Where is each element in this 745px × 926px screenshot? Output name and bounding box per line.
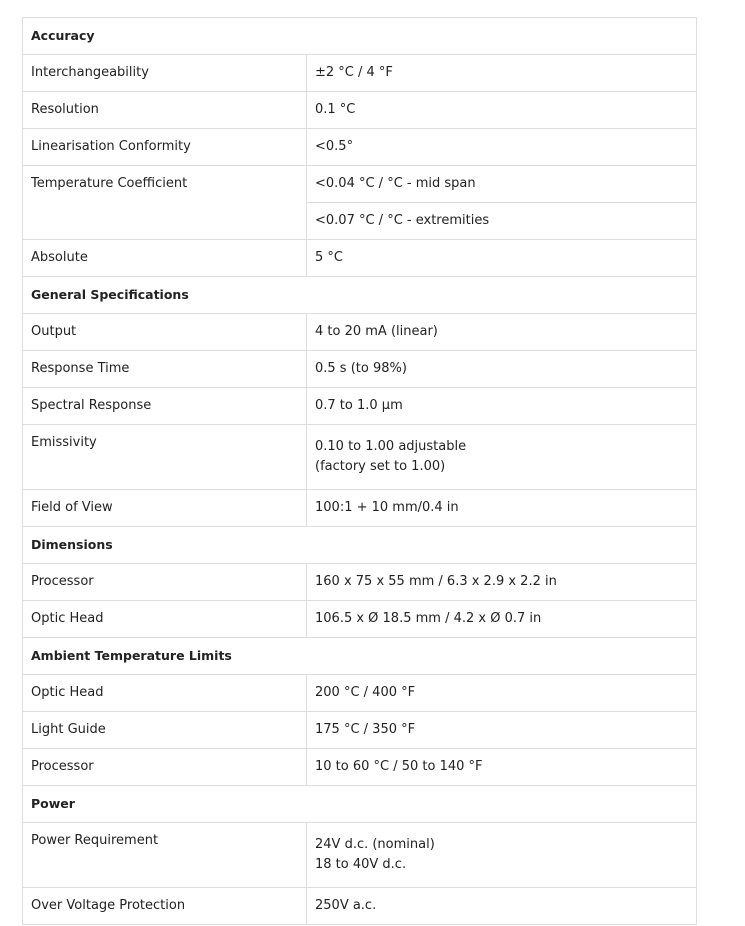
spec-row-resolution <box>23 92 697 129</box>
section-header-power <box>23 786 697 823</box>
spec-row-temperature-coefficient <box>23 166 697 203</box>
spec-row-response-time <box>23 351 697 388</box>
spec-value: 10 to 60 °C / 50 to 140 °F <box>307 749 697 786</box>
spec-row-processor-dimensions <box>23 564 697 601</box>
spec-row-emissivity <box>23 425 697 490</box>
spec-value-line: (factory set to 1.00) <box>315 459 446 474</box>
spec-label: Optic Head <box>23 675 307 712</box>
spec-label: Response Time <box>23 351 307 388</box>
spec-value: ±2 °C / 4 °F <box>307 55 697 92</box>
section-header-ambient-temperature-limits <box>23 638 697 675</box>
section-header-general-specifications <box>23 277 697 314</box>
spec-row-absolute <box>23 240 697 277</box>
spec-label: Over Voltage Protection <box>23 888 307 925</box>
section-title: General Specifications <box>23 277 697 314</box>
spec-value-line: 0.10 to 1.00 adjustable <box>315 439 467 454</box>
spec-label: Linearisation Conformity <box>23 129 307 166</box>
section-title: Dimensions <box>23 527 697 564</box>
section-title: Power <box>23 786 697 823</box>
spec-label: Spectral Response <box>23 388 307 425</box>
spec-value <box>307 823 697 888</box>
spec-row-optic-head-temperature <box>23 675 697 712</box>
spec-value: 175 °C / 350 °F <box>307 712 697 749</box>
spec-label: Field of View <box>23 490 307 527</box>
spec-value: 106.5 x Ø 18.5 mm / 4.2 x Ø 0.7 in <box>307 601 697 638</box>
spec-value: 0.1 °C <box>307 92 697 129</box>
spec-label: Interchangeability <box>23 55 307 92</box>
spec-row-processor-temperature <box>23 749 697 786</box>
spec-row-optic-head-dimensions <box>23 601 697 638</box>
spec-label: Optic Head <box>23 601 307 638</box>
spec-value: 250V a.c. <box>307 888 697 925</box>
specifications-table <box>22 17 697 925</box>
spec-row-interchangeability <box>23 55 697 92</box>
spec-label: Output <box>23 314 307 351</box>
spec-row-output <box>23 314 697 351</box>
spec-row-linearisation-conformity <box>23 129 697 166</box>
spec-value <box>307 425 697 490</box>
spec-row-field-of-view <box>23 490 697 527</box>
spec-row-light-guide-temperature <box>23 712 697 749</box>
section-title: Accuracy <box>23 18 697 55</box>
spec-label: Light Guide <box>23 712 307 749</box>
spec-label: Processor <box>23 749 307 786</box>
spec-value: 5 °C <box>307 240 697 277</box>
section-header-accuracy <box>23 18 697 55</box>
spec-label: Processor <box>23 564 307 601</box>
spec-value: <0.5° <box>307 129 697 166</box>
section-title: Ambient Temperature Limits <box>23 638 697 675</box>
spec-value-line: 24V d.c. (nominal) <box>315 837 435 852</box>
spec-value: 100:1 + 10 mm/0.4 in <box>307 490 697 527</box>
spec-label: Temperature Coefficient <box>23 166 307 240</box>
section-header-dimensions <box>23 527 697 564</box>
spec-value: 200 °C / 400 °F <box>307 675 697 712</box>
spec-value: 4 to 20 mA (linear) <box>307 314 697 351</box>
spec-value: <0.07 °C / °C - extremities <box>307 203 697 240</box>
spec-value-line: 18 to 40V d.c. <box>315 857 407 872</box>
spec-value: 0.5 s (to 98%) <box>307 351 697 388</box>
spec-value: 160 x 75 x 55 mm / 6.3 x 2.9 x 2.2 in <box>307 564 697 601</box>
spec-row-power-requirement <box>23 823 697 888</box>
spec-label: Power Requirement <box>23 823 307 888</box>
spec-label: Emissivity <box>23 425 307 490</box>
spec-value: 0.7 to 1.0 µm <box>307 388 697 425</box>
spec-value: <0.04 °C / °C - mid span <box>307 166 697 203</box>
spec-label: Absolute <box>23 240 307 277</box>
spec-row-spectral-response <box>23 388 697 425</box>
spec-label: Resolution <box>23 92 307 129</box>
spec-row-over-voltage-protection <box>23 888 697 925</box>
